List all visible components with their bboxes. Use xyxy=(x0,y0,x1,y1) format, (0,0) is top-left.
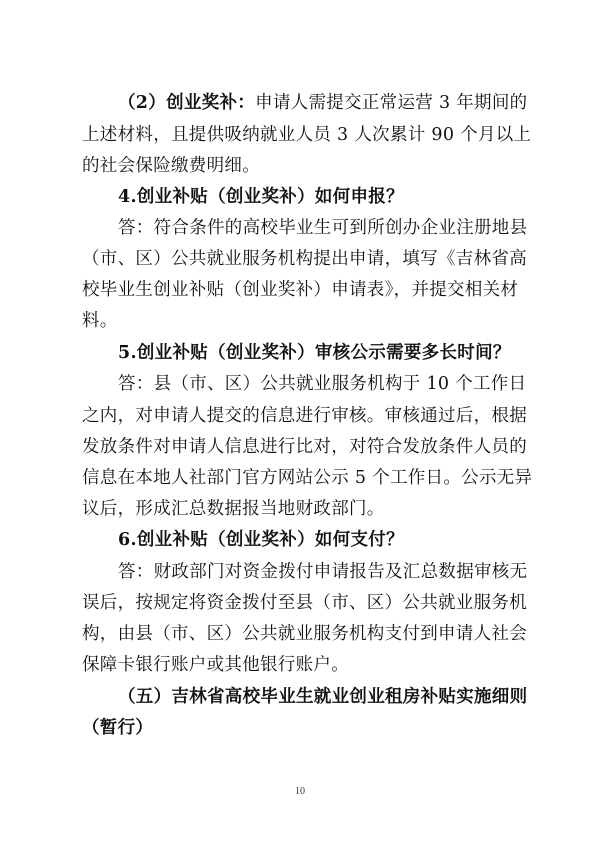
q6-answer-line: 保障卡银行账户或其他银行账户。 xyxy=(82,655,349,675)
q5-answer-line: 答：县（市、区）公共就业服务机构于 10 个工作日 xyxy=(118,374,527,394)
q5-answer-line: 信息在本地人社部门官方网站公示 5 个工作日。公示无异 xyxy=(82,468,533,488)
q4-answer-line: 答：符合条件的高校毕业生可到所创办企业注册地县 xyxy=(118,218,528,238)
paragraph-2-line-2: 上述材料，且提供吸纳就业人员 3 人次累计 90 个月以上 xyxy=(82,125,532,145)
q6-heading: 6.创业补贴（创业奖补）如何支付？ xyxy=(118,530,404,550)
q4-answer-line: 校毕业生创业补贴（创业奖补）申请表》，并提交相关材 xyxy=(82,280,519,300)
paragraph-2-line-1 xyxy=(118,92,528,114)
q4-answer-line: 料。 xyxy=(82,311,118,331)
q6-answer-line: 误后，按规定将资金拨付至县（市、区）公共就业服务机 xyxy=(82,593,527,613)
paragraph-2-label: （2）创业奖补： xyxy=(118,93,256,113)
q5-answer-line: 发放条件对申请人信息进行比对，对符合发放条件人员的 xyxy=(82,437,527,457)
section-5-title-line-1: （五）吉林省高校毕业生就业创业租房补贴实施细则 xyxy=(118,687,528,707)
paragraph-2-line-1-text: 申请人需提交正常运营 3 年期间的 xyxy=(255,93,528,113)
section-5-title-line-2: （暂行） xyxy=(82,718,154,738)
q5-answer-line: 议后，形成汇总数据报当地财政部门。 xyxy=(82,499,385,519)
q4-answer-line: （市、区）公共就业服务机构提出申请，填写《吉林省高 xyxy=(82,249,527,269)
q6-answer-line: 构，由县（市、区）公共就业服务机构支付到申请人社会 xyxy=(82,624,527,644)
page-number: 10 xyxy=(295,786,305,797)
paragraph-2-line-3: 的社会保险缴费明细。 xyxy=(82,156,260,176)
q5-answer-line: 之内，对申请人提交的信息进行审核。审核通过后，根据 xyxy=(82,406,527,426)
q6-answer-line: 答：财政部门对资金拨付申请报告及汇总数据审核无 xyxy=(118,562,528,582)
q4-heading: 4.创业补贴（创业奖补）如何申报？ xyxy=(118,187,404,207)
q5-heading: 5.创业补贴（创业奖补）审核公示需要多长时间？ xyxy=(118,343,511,363)
